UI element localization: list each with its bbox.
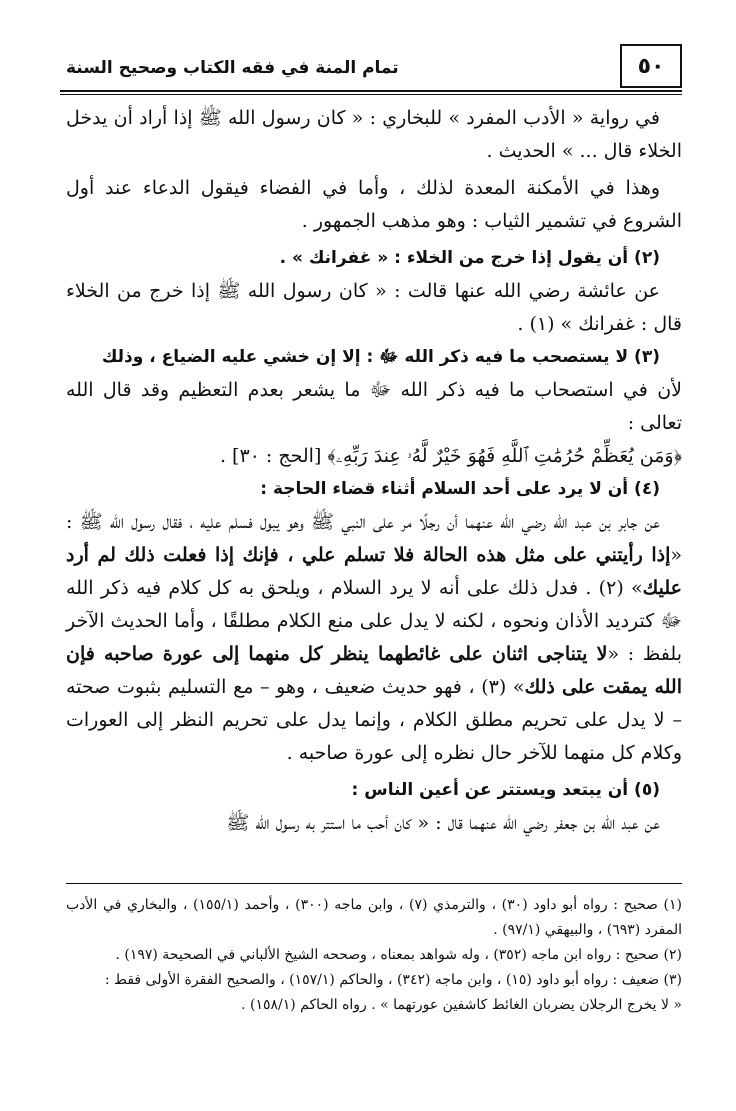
footnote: (٢) صحيح : رواه ابن ماجه (٣٥٢) ، وله شواهد بمعناه ، وصححه الشيخ الألباني في الصحيحة (١٩٧) . — [115, 947, 682, 963]
section-heading: (٢) أن يقول إذا خرج من الخلاء : « غفرانك » . — [279, 248, 660, 268]
footnote: (١) صحيح : رواه أبو داود (٣٠) ، والترمذي (٧) ، وابن ماجه (٣٠٠) ، وأحمد (١٥٥/١) ، والبخاري في الأدب المفرد (٦٩٣) ، والبيهقي (٩٧/١) . — [66, 897, 683, 938]
text-run: عن جابر بن عبد الله رضي الله عنهما أن رجلًا مر على النبي ﷺ وهو يبول فسلم عليه ، فقال رسول الله ﷺ : « — [66, 511, 682, 566]
header-rule-thin — [60, 94, 682, 95]
paragraph — [66, 506, 682, 770]
footnote: (٣) ضعيف : رواه أبو داود (١٥) ، وابن ماجه (٣٤٢) ، والحاكم (١٥٧/١) ، والصحيح الفقرة الأولى فقط : — [104, 972, 682, 988]
section-heading: (٥) أن يبتعد ويستتر عن أعين الناس : — [351, 780, 660, 800]
paragraph: عن عائشة رضي الله عنها قالت : « كان رسول الله ﷺ إذا خرج من الخلاء قال : غفرانك » (١) . — [66, 280, 682, 335]
footnote-rule — [66, 883, 682, 884]
paragraph: في رواية « الأدب المفرد » للبخاري : « كان رسول الله ﷺ إذا أراد أن يدخل الخلاء قال ... » الحديث . — [66, 107, 682, 162]
running-title: تمام المنة في فقه الكتاب وصحيح السنة — [66, 58, 399, 78]
section-heading: (٤) أن لا يرد على أحد السلام أثناء قضاء الحاجة : — [260, 479, 660, 499]
paragraph: وهذا في الأمكنة المعدة لذلك ، وأما في الفضاء فيقول الدعاء عند أول الشروع في تشمير الثياب : وهو مذهب الجمهور . — [66, 177, 682, 232]
hadith-quote: إذا رأيتني على مثل هذه الحالة فلا تسلم علي ، فإنك إذا فعلت ذلك لم أرد عليك — [66, 544, 683, 599]
quran-verse: ﴿وَمَن يُعَظِّمْ حُرُمَٰتِ ٱللَّهِ فَهُوَ خَيْرٌ لَّهُۥ عِندَ رَبِّهِۦ﴾ [الحج : ٣٠] . — [219, 445, 682, 467]
paragraph: عن عبد الله بن جعفر رضي الله عنهما قال : « كان أحب ما استتر به رسول الله ﷺ — [226, 812, 660, 834]
header-rule — [60, 90, 682, 92]
footnotes — [66, 893, 682, 1018]
section-heading: (٣) لا يستصحب ما فيه ذكر الله ﷻ : إلا إن خشي عليه الضياع ، وذلك — [101, 347, 660, 367]
text-run: » (٣) ، فهو حديث ضعيف ، وهو – مع التسليم بثبوت صحته – لا يدل على تحريم مطلق الكلام ، وإنما يدل على تحريم النظر إلى العورات وكلام كل منهما للآخر حال نظره إلى عورة صاحبه . — [66, 676, 682, 764]
hadith-quote: لا يتناجى اثنان على غائطهما ينظر كل منهما إلى عورة صاحبه فإن الله يمقت على ذلك — [66, 643, 682, 698]
page-header — [60, 44, 682, 92]
text-run: » (٢) . فدل ذلك على أنه لا يرد السلام ، ويلحق به كل كلام فيه ذكر الله ﷻ كترديد الأذان ونحوه ، لكنه لا يدل على منع الكلام مطلقًا ، وأما الحديث الآخر بلفظ : « — [66, 577, 682, 665]
footnote: « لا يخرج الرجلان يضربان الغائط كاشفين عورتهما » . رواه الحاكم (١٥٨/١) . — [241, 997, 682, 1013]
paragraph: لأن في استصحاب ما فيه ذكر الله ﷻ ما يشعر بعدم التعظيم وقد قال الله تعالى : — [66, 379, 682, 434]
page-number: ٥٠ — [620, 44, 682, 88]
main-text — [66, 102, 682, 840]
